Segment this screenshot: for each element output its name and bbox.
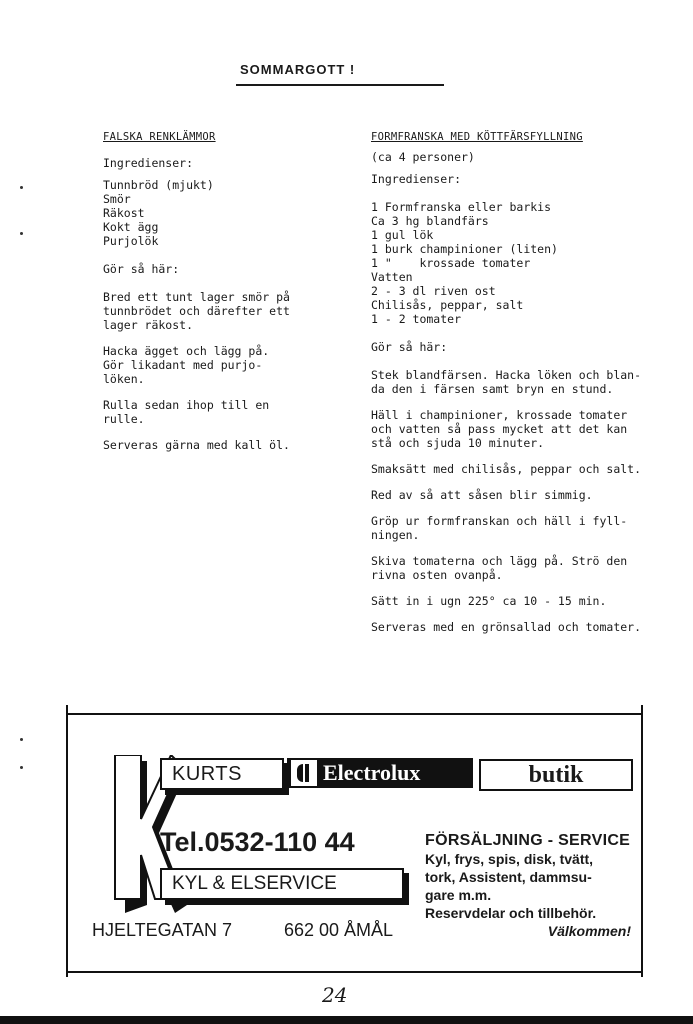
step-line: löken. — [103, 372, 145, 386]
ingredient-list — [371, 200, 671, 326]
step-line: tunnbrödet och därefter ett — [103, 304, 290, 318]
servings: (ca 4 personer) — [371, 150, 475, 164]
ingredient-item: 2 - 3 dl riven ost — [371, 284, 496, 298]
method-label: Gör så här: — [103, 262, 180, 276]
step-line: Rulla sedan ihop till en — [103, 398, 270, 412]
step-line: lager räkost. — [103, 318, 194, 332]
step-line: Gör likadant med purjo- — [103, 358, 263, 372]
ingredient-item: Ca 3 hg blandfärs — [371, 214, 489, 228]
ingredient-item: Kokt ägg — [103, 220, 159, 234]
ad-border-left — [66, 705, 68, 977]
phone-number: Tel.0532-110 44 — [160, 827, 355, 857]
brand-suffix: butik — [479, 759, 633, 791]
step-paragraph — [371, 408, 671, 450]
step-line: Häll i champinioner, krossade tomater — [371, 408, 628, 422]
service-line: Kyl, frys, spis, disk, tvätt, — [425, 851, 594, 867]
ingredient-list — [103, 178, 333, 248]
step-paragraph — [103, 398, 333, 426]
step-paragraph — [103, 290, 333, 332]
recipe-title: FALSKA RENKLÄMMOR — [103, 131, 216, 143]
margin-mark — [20, 738, 23, 741]
step-line: Skiva tomaterna och lägg på. Strö den — [371, 554, 628, 568]
brand-banner — [287, 758, 473, 788]
step-paragraph — [103, 438, 333, 452]
service-title: FÖRSÄLJNING - SERVICE — [425, 832, 631, 849]
business-subtitle: KYL & ELSERVICE — [160, 868, 404, 900]
ingredient-item: Tunnbröd (mjukt) — [103, 178, 214, 192]
step-line: rivna osten ovanpå. — [371, 568, 503, 582]
electrolux-logo-icon — [291, 760, 317, 786]
ingredient-item: 1 gul lök — [371, 228, 434, 242]
title-underline — [236, 84, 444, 86]
welcome-text: Välkommen! — [547, 923, 631, 939]
ingredient-item: Vatten — [371, 270, 413, 284]
street-address: HJELTEGATAN 7 — [92, 920, 233, 940]
step-line: Smaksätt med chilisås, peppar och salt. — [371, 462, 642, 476]
recipe-right — [371, 130, 671, 646]
recipe-title: FORMFRANSKA MED KÖTTFÄRSFYLLNING — [371, 131, 583, 143]
ingredient-item: Smör — [103, 192, 131, 206]
step-paragraph — [371, 488, 671, 502]
brand-name: Electrolux — [323, 760, 421, 785]
ingredients-label: Ingredienser: — [103, 156, 194, 170]
margin-mark — [20, 766, 23, 769]
ingredient-item: 1 Formfranska eller barkis — [371, 200, 552, 214]
page-number: 24 — [322, 983, 348, 1007]
postal-address: 662 00 ÅMÅL — [284, 920, 394, 940]
step-paragraph — [371, 594, 671, 608]
service-line: Reservdelar och tillbehör. — [425, 905, 597, 921]
ingredients-label: Ingredienser: — [371, 172, 462, 186]
ingredient-item: 1 burk champinioner (liten) — [371, 242, 558, 256]
ingredient-item: 1 - 2 tomater — [371, 312, 462, 326]
margin-mark — [20, 232, 23, 235]
ingredient-item: Chilisås, peppar, salt — [371, 298, 524, 312]
service-line: tork, Assistent, dammsu- — [425, 869, 592, 885]
step-line: Hacka ägget och lägg på. — [103, 344, 270, 358]
service-info — [425, 832, 637, 940]
step-paragraph — [371, 462, 671, 476]
step-line: Serveras gärna med kall öl. — [103, 438, 290, 452]
recipe-left — [103, 130, 333, 464]
step-line: rulle. — [103, 412, 145, 426]
step-line: ningen. — [371, 528, 420, 542]
ingredient-item: Purjolök — [103, 234, 159, 248]
ingredient-item: Räkost — [103, 206, 145, 220]
step-line: Serveras med en grönsallad och tomater. — [371, 620, 642, 634]
step-paragraph — [103, 344, 333, 386]
scan-edge — [0, 1016, 693, 1024]
step-line: Gröp ur formfranskan och häll i fyll- — [371, 514, 628, 528]
step-paragraph — [371, 620, 671, 634]
step-line: Stek blandfärsen. Hacka löken och blan- — [371, 368, 642, 382]
ad-border-right — [641, 705, 643, 977]
step-line: da den i färsen samt bryn en stund. — [371, 382, 614, 396]
step-line: Sätt in i ugn 225° ca 10 - 15 min. — [371, 594, 607, 608]
page-title: SOMMARGOTT ! — [240, 62, 356, 77]
step-paragraph — [371, 368, 671, 396]
step-paragraph — [371, 554, 671, 582]
step-line: Red av så att såsen blir simmig. — [371, 488, 593, 502]
margin-mark — [20, 186, 23, 189]
service-line: gare m.m. — [425, 887, 492, 903]
business-name: KURTS — [160, 758, 284, 790]
step-paragraph — [371, 514, 671, 542]
ingredient-item: 1 " krossade tomater — [371, 256, 531, 270]
method-label: Gör så här: — [371, 340, 448, 354]
step-line: stå och sjuda 10 minuter. — [371, 436, 545, 450]
step-line: Bred ett tunt lager smör på — [103, 290, 290, 304]
step-line: och vatten så pass mycket att det kan — [371, 422, 628, 436]
